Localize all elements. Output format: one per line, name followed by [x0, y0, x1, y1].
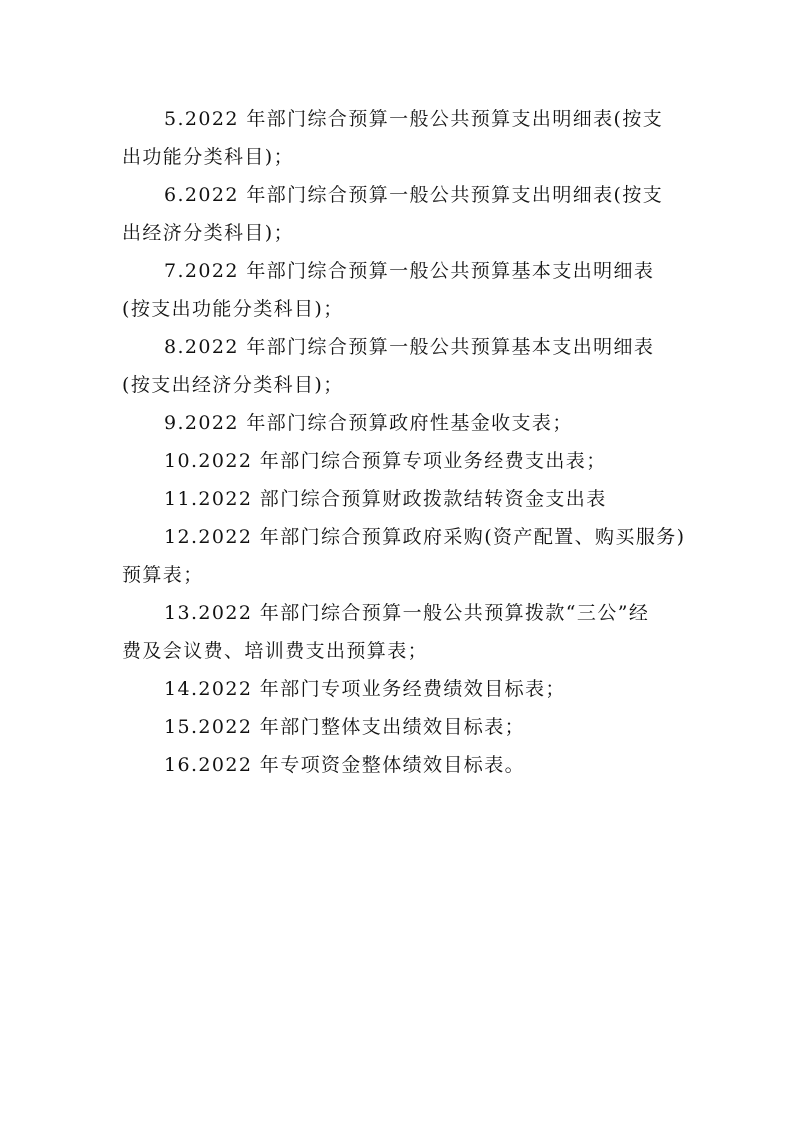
document-body — [122, 100, 684, 784]
list-item-6-line-1: 6.2022 年部门综合预算一般公共预算支出明细表(按支 — [164, 184, 664, 206]
list-item-14: 14.2022 年部门专项业务经费绩效目标表； — [164, 678, 566, 700]
list-item-11: 11.2022 部门综合预算财政拨款结转资金支出表 — [164, 488, 607, 510]
list-item-8-line-2: (按支出经济分类科目)； — [122, 374, 344, 396]
list-item-10: 10.2022 年部门综合预算专项业务经费支出表； — [164, 450, 607, 472]
list-item-6-line-2: 出经济分类科目)； — [122, 222, 295, 244]
list-item-7-line-2: (按支出功能分类科目)； — [122, 298, 344, 320]
list-item-12-line-2: 预算表； — [122, 564, 204, 586]
list-item-12-line-1: 12.2022 年部门综合预算政府采购(资产配置、购买服务) — [164, 526, 686, 548]
list-item-15: 15.2022 年部门整体支出绩效目标表； — [164, 716, 526, 738]
list-item-16: 16.2022 年专项资金整体绩效目标表。 — [164, 754, 526, 776]
list-item-8-line-1: 8.2022 年部门综合预算一般公共预算基本支出明细表 — [164, 336, 655, 358]
list-item-13-line-2: 费及会议费、培训费支出预算表； — [122, 640, 429, 662]
list-item-5-line-2: 出功能分类科目)； — [122, 146, 295, 168]
list-item-5-line-1: 5.2022 年部门综合预算一般公共预算支出明细表(按支 — [164, 108, 664, 130]
list-item-9: 9.2022 年部门综合预算政府性基金收支表； — [164, 412, 573, 434]
list-item-13-line-1: 13.2022 年部门综合预算一般公共预算拨款“三公”经 — [164, 602, 650, 624]
list-item-7-line-1: 7.2022 年部门综合预算一般公共预算基本支出明细表 — [164, 260, 655, 282]
